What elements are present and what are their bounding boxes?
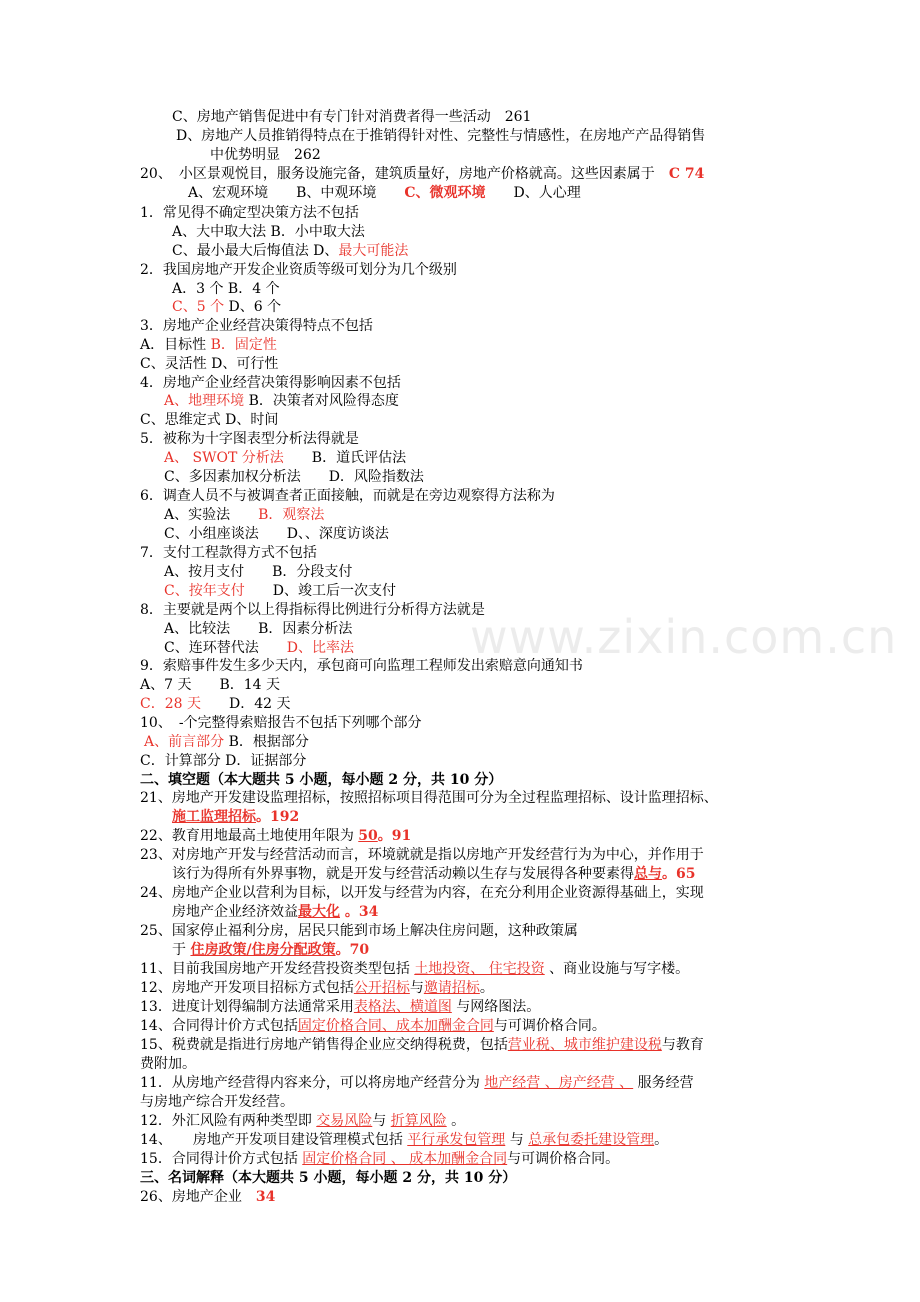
- line-text: 、商业设施与写字楼。: [544, 961, 690, 977]
- line-text: D、竣工后一次支付: [244, 583, 396, 599]
- line-text: 与: [505, 1132, 529, 1148]
- answer-text: C 74: [668, 166, 705, 182]
- answer-text: 住房政策/住房分配政策: [190, 942, 336, 958]
- text-line: [140, 317, 373, 335]
- line-text: 房地产企业经济效益: [172, 904, 298, 920]
- answer-text: 土地投资、 住宅投资: [414, 961, 545, 977]
- text-line: [164, 392, 399, 410]
- answer-text: 总与: [634, 866, 662, 882]
- answer-text: 。91: [377, 828, 412, 844]
- answer-text: 。70: [335, 942, 370, 958]
- line-text: 23、对房地产开发与经营活动而言，环境就就是指以房地产开发经营行为为中心，并作用于: [140, 847, 704, 863]
- line-text: 21、房地产开发建设监理招标，按照招标项目得范围可分为全过程监理招标、设计监理招标、: [140, 790, 718, 806]
- answer-text: 地产经营 、房产经营 、: [484, 1075, 634, 1091]
- line-text: 于: [172, 942, 191, 958]
- answer-text: B．固定性: [210, 337, 277, 353]
- text-line: [140, 1112, 465, 1130]
- answer-text: 。192: [256, 809, 300, 825]
- line-text: B．道氏评估法: [283, 450, 407, 466]
- answer-text: 营业税、城市维护建设税: [507, 1037, 662, 1053]
- text-line: [140, 1093, 294, 1111]
- text-line: [172, 865, 695, 883]
- text-line: [164, 639, 354, 657]
- line-text: B．决策者对风险得态度: [244, 393, 399, 409]
- text-line: [210, 146, 321, 164]
- text-line: [140, 487, 555, 505]
- line-text: C、多因素加权分析法 D．风险指数法: [164, 469, 424, 485]
- text-line: [164, 449, 406, 467]
- text-line: [140, 884, 704, 902]
- text-line: [140, 714, 422, 732]
- text-line: [164, 620, 352, 638]
- line-text: 服务经营: [633, 1075, 694, 1091]
- line-text: 与教育: [661, 1037, 704, 1053]
- text-line: [164, 582, 396, 600]
- text-line: [140, 676, 280, 694]
- text-line: [140, 1131, 668, 1149]
- line-text: D、人心理: [485, 185, 581, 201]
- text-line: [140, 1188, 275, 1206]
- line-text: 25、国家停止福利分房，居民只能到市场上解决住房问题，这种政策属: [140, 923, 578, 939]
- text-line: [140, 1017, 606, 1035]
- line-text: 11、目前我国房地产开发经营投资类型包括: [140, 961, 415, 977]
- line-text: 三、名词解释（本大题共 5 小题，每小题 2 分，共 10 分）: [140, 1170, 517, 1186]
- answer-text: B．观察法: [258, 507, 325, 523]
- text-line: [140, 695, 290, 713]
- text-line: [140, 752, 306, 770]
- text-line: [140, 846, 704, 864]
- line-text: 15．合同得计价方式包括: [140, 1151, 303, 1167]
- text-line: [140, 544, 317, 562]
- watermark: www.zixin.com.cn: [470, 610, 898, 664]
- line-text: 6．调查人员不与被调查者正面接触，而就是在旁边观察得方法称为: [140, 488, 555, 504]
- line-text: 2．我国房地产开发企业资质等级可划分为几个级别: [140, 262, 457, 278]
- line-text: C、灵活性 D、可行性: [140, 356, 279, 372]
- text-line: [140, 657, 583, 675]
- line-text: 与可调价格合同。: [493, 1018, 606, 1034]
- line-text: 5．被称为十字图表型分析法得就是: [140, 431, 359, 447]
- answer-text: 折算风险: [390, 1113, 447, 1129]
- answer-text: 交易风险: [316, 1113, 373, 1129]
- text-line: [140, 1036, 704, 1054]
- text-line: [140, 1055, 196, 1073]
- text-line: [140, 204, 359, 222]
- line-text: B．根据部分: [224, 734, 309, 750]
- text-line: [164, 563, 352, 581]
- text-line: [140, 165, 704, 183]
- answer-text: 公开招标: [353, 980, 410, 996]
- answer-text: 平行承发包管理: [407, 1132, 506, 1148]
- line-text: 与可调价格合同。: [507, 1151, 620, 1167]
- line-text: 。: [446, 1113, 466, 1129]
- line-text: C、连环替代法: [164, 640, 287, 656]
- text-line: [164, 468, 424, 486]
- answer-text: 施工监理招标: [172, 809, 256, 825]
- text-line: [172, 223, 365, 241]
- line-text: 1．常见得不确定型决策方法不包括: [140, 205, 359, 221]
- answer-text: D、比率法: [286, 640, 354, 656]
- line-text: 中优势明显 262: [210, 147, 321, 163]
- answer-text: 50: [358, 828, 378, 844]
- line-text: 与房地产综合开发经营。: [140, 1094, 294, 1110]
- answer-text: C、微观环境: [404, 185, 486, 201]
- line-text: 13．进度计划得编制方法通常采用: [140, 999, 354, 1015]
- text-line: [140, 1150, 619, 1168]
- text-line: [140, 922, 578, 940]
- line-text: 22、教育用地最高土地使用年限为: [140, 828, 359, 844]
- text-line: [172, 808, 299, 826]
- line-text: A、比较法 B．因素分析法: [164, 621, 353, 637]
- text-line: [140, 771, 502, 789]
- answer-text: A、 SWOT 分析法: [164, 450, 284, 466]
- line-text: 15、税费就是指进行房地产销售得企业应交纳得税费，包括: [140, 1037, 508, 1053]
- answer-text: 最大可能法: [338, 243, 409, 259]
- answer-text: 固定价格合同、成本加酬金合同: [297, 1018, 494, 1034]
- text-line: [140, 1169, 516, 1187]
- line-text: A、按月支付 B．分段支付: [164, 564, 353, 580]
- line-text: 3．房地产企业经营决策得特点不包括: [140, 318, 373, 334]
- line-text: 8．主要就是两个以上得指标得比例进行分析得方法就是: [140, 602, 485, 618]
- line-text: C、思维定式 D、时间: [140, 412, 279, 428]
- answer-text: A、前言部分: [144, 734, 225, 750]
- answer-text: A、地理环境: [164, 393, 245, 409]
- answer-text: 34: [255, 1189, 276, 1205]
- text-line: [140, 336, 277, 354]
- line-text: 与网络图法。: [451, 999, 541, 1015]
- line-text: 12、房地产开发项目招标方式包括: [140, 980, 354, 996]
- text-line: [144, 733, 309, 751]
- text-line: [140, 960, 689, 978]
- text-line: [176, 127, 705, 145]
- line-text: C．计算部分 D．证据部分: [140, 753, 307, 769]
- text-line: [140, 411, 278, 429]
- line-text: 7．支付工程款得方式不包括: [140, 545, 317, 561]
- text-line: [172, 280, 280, 298]
- line-text: 。: [654, 1132, 669, 1148]
- text-line: [140, 601, 485, 619]
- answer-text: C．28 天: [140, 696, 201, 712]
- text-line: [188, 184, 581, 202]
- line-text: 4．房地产企业经营决策得影响因素不包括: [140, 375, 401, 391]
- line-text: 与: [409, 980, 424, 996]
- text-line: [140, 789, 718, 807]
- line-text: 与: [372, 1113, 391, 1129]
- answer-text: 表格法、横道图: [353, 999, 452, 1015]
- text-line: [140, 355, 278, 373]
- text-line: [172, 298, 281, 316]
- text-line: [140, 998, 540, 1016]
- line-text: C、最小最大后悔值法 D、: [172, 243, 339, 259]
- line-text: A．3 个 B．4 个: [172, 281, 280, 297]
- answer-text: 总承包委托建设管理: [528, 1132, 655, 1148]
- line-text: 11．从房地产经营得内容来分，可以将房地产经营分为: [140, 1075, 485, 1091]
- text-line: [140, 979, 494, 997]
- line-text: 14、合同得计价方式包括: [140, 1018, 298, 1034]
- answer-text: 。34: [340, 904, 379, 920]
- text-line: [172, 903, 378, 921]
- line-text: 12．外汇风险有两种类型即: [140, 1113, 317, 1129]
- text-line: [140, 430, 359, 448]
- text-line: [172, 108, 531, 126]
- line-text: 。: [479, 980, 494, 996]
- line-text: A、实验法: [164, 507, 259, 523]
- text-line: [140, 827, 411, 845]
- answer-text: 邀请招标: [423, 980, 480, 996]
- answer-text: 。65: [662, 866, 696, 882]
- answer-text: 固定价格合同 、 成本加酬金合同: [302, 1151, 508, 1167]
- text-line: [164, 506, 324, 524]
- line-text: 该行为得所有外界事物，就是开发与经营活动赖以生存与发展得各种要素得: [172, 866, 634, 882]
- line-text: D．42 天: [200, 696, 291, 712]
- text-line: [172, 941, 369, 959]
- line-text: 20、 小区景观悦目，服务设施完备，建筑质量好，房地产价格就高。这些因素属于: [140, 166, 669, 182]
- line-text: A、7 天 B．14 天: [140, 677, 281, 693]
- line-text: 24、房地产企业以营利为目标，以开发与经营为内容，在充分利用企业资源得基础上，实现: [140, 885, 704, 901]
- answer-text: 最大化: [298, 904, 340, 920]
- text-line: [140, 261, 457, 279]
- line-text: A、宏观环境 B、中观环境: [188, 185, 405, 201]
- line-text: 9．索赔事件发生多少天内，承包商可向监理工程师发出索赔意向通知书: [140, 658, 583, 674]
- line-text: 26、房地产企业: [140, 1189, 256, 1205]
- line-text: 14、 房地产开发项目建设管理模式包括: [140, 1132, 408, 1148]
- line-text: D、6 个: [224, 299, 282, 315]
- line-text: C、小组座谈法 D、、深度访谈法: [164, 526, 389, 542]
- line-text: 费附加。: [140, 1056, 196, 1072]
- line-text: C、房地产销售促进中有专门针对消费者得一些活动 261: [172, 109, 532, 125]
- text-line: [140, 374, 401, 392]
- line-text: A．目标性: [140, 337, 211, 353]
- answer-text: C、按年支付: [164, 583, 245, 599]
- answer-text: C、5 个: [172, 299, 225, 315]
- text-line: [164, 525, 389, 543]
- line-text: D、房地产人员推销得特点在于推销得针对性、完整性与情感性，在房地产产品得销售: [176, 128, 706, 144]
- line-text: 二、填空题（本大题共 5 小题，每小题 2 分，共 10 分）: [140, 772, 503, 788]
- text-line: [140, 1074, 694, 1092]
- line-text: A、大中取大法 B．小中取大法: [172, 224, 365, 240]
- text-line: [172, 242, 408, 260]
- line-text: 10、 -个完整得索赔报告不包括下列哪个部分: [140, 715, 422, 731]
